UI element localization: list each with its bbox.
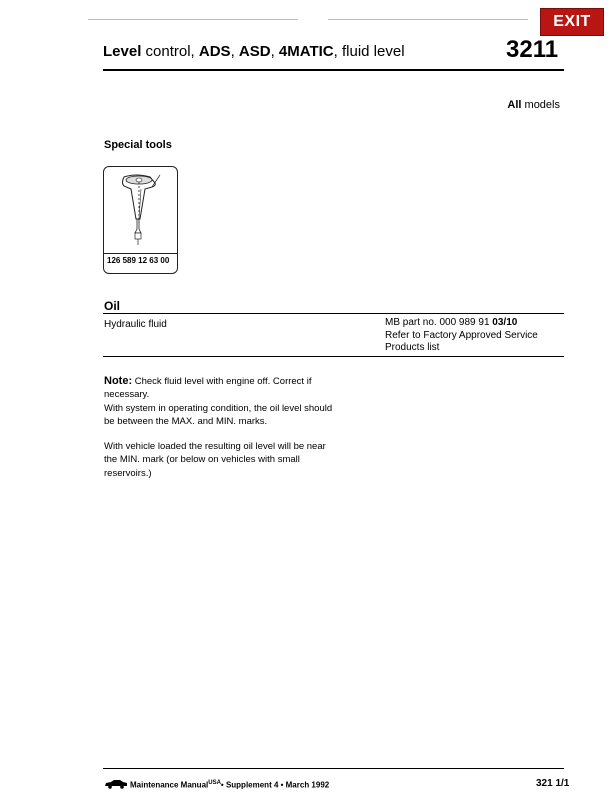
note-paragraph: With system in operating condition, the oil level should be between the MAX. and MIN. marks. xyxy=(104,402,333,427)
footer-text-a: Maintenance Manual xyxy=(130,780,209,790)
tool-part-number: 126 589 12 63 00 xyxy=(107,256,170,265)
footer-text-b: USA xyxy=(208,780,221,786)
oil-item-label: Hydraulic fluid xyxy=(104,319,167,330)
title-part: , xyxy=(230,43,239,60)
oil-table-top-rule xyxy=(103,313,564,314)
exit-button[interactable]: EXIT xyxy=(540,8,604,36)
footer-text-c: • Supplement 4 • March 1992 xyxy=(220,780,330,790)
oil-table-bottom-rule xyxy=(103,356,564,357)
oil-specification xyxy=(385,317,538,355)
oil-heading: Oil xyxy=(104,299,121,313)
special-tools-heading: Special tools xyxy=(104,139,172,151)
oil-part-prefix: MB part no. 000 989 91 xyxy=(385,317,493,328)
note-paragraph xyxy=(104,375,334,402)
footer-publication xyxy=(130,780,329,790)
top-decorative-rule-left xyxy=(88,19,298,20)
note-paragraph: With vehicle loaded the resulting oil level will be near the MIN. mark (or below on vehicles with small reservoirs.) xyxy=(104,441,326,479)
oil-part-number-line xyxy=(385,317,538,330)
page-title xyxy=(103,43,405,60)
dipstick-funnel-icon xyxy=(114,171,168,251)
title-rule xyxy=(103,69,564,71)
title-part: Level xyxy=(103,43,142,60)
oil-refer-line: Refer to Factory Approved Service xyxy=(385,329,538,341)
title-part: 4MATIC xyxy=(278,43,334,60)
oil-refer-line: Products list xyxy=(385,342,440,353)
title-part: , xyxy=(270,43,279,60)
tool-caption-divider xyxy=(104,253,177,254)
car-icon xyxy=(104,779,128,789)
applicability-bold: All xyxy=(507,99,522,111)
title-part: control, xyxy=(141,43,199,60)
applicability-text: models xyxy=(521,99,560,111)
title-part: ASD xyxy=(238,43,271,60)
title-part: , fluid level xyxy=(333,43,405,60)
top-decorative-rule-right xyxy=(328,19,528,20)
title-part: ADS xyxy=(198,43,231,60)
footer-page-number: 321 1/1 xyxy=(536,778,570,789)
note-text: Check fluid level with engine off. Correct if necessary. xyxy=(104,376,312,401)
document-number: 3211 xyxy=(506,36,559,63)
oil-part-suffix: 03/10 xyxy=(492,317,518,328)
applicability-label xyxy=(480,99,560,111)
footer-rule xyxy=(103,768,564,769)
note-block xyxy=(104,375,334,480)
note-label: Note: xyxy=(104,375,133,387)
